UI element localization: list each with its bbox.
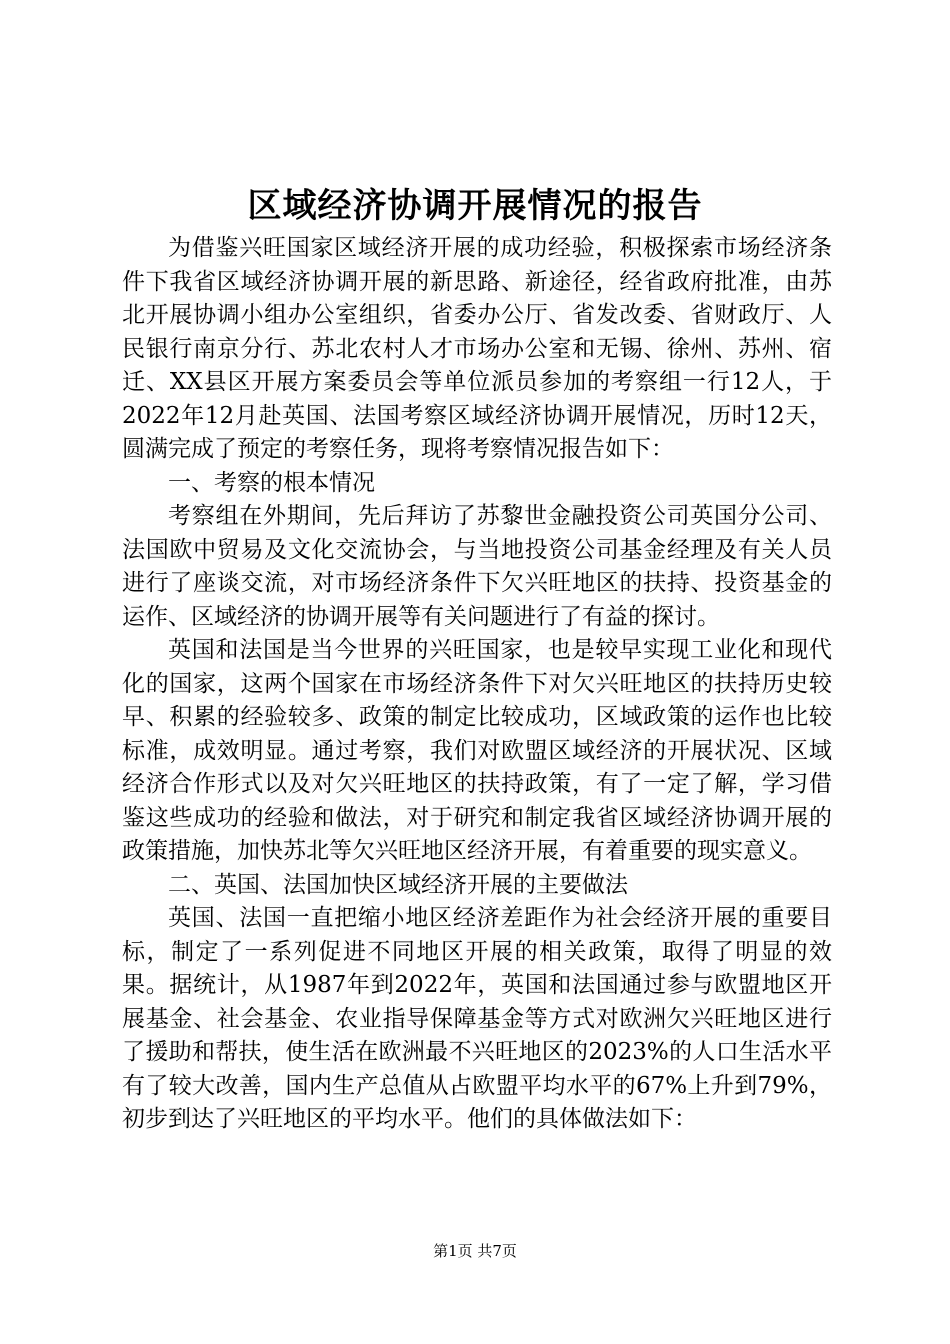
document-title: 区域经济协调开展情况的报告 bbox=[247, 186, 703, 226]
section-heading-2: 二、英国、法国加快区域经济开展的主要做法 bbox=[168, 871, 628, 898]
page-footer: 第1页 共7页 bbox=[433, 1242, 517, 1260]
section-heading-1: 一、考察的根本情况 bbox=[168, 469, 375, 496]
paragraph-visit: 考察组在外期间，先后拜访了苏黎世金融投资公司英国分公司、法国欧中贸易及文化交流协会，与当地投资公司基金经理及有关人员进行了座谈交流，对市场经济条件下欠兴旺地区的扶持、投资基金的运作、区域经济的协调开展等有关问题进行了有益的探讨。 bbox=[122, 503, 832, 630]
paragraph-intro: 为借鉴兴旺国家区域经济开展的成功经验，积极探索市场经济条件下我省区域经济协调开展的新思路、新途径，经省政府批准，由苏北开展协调小组办公室组织，省委办公厅、省发改委、省财政厅、人民银行南京分行、苏北农村人才市场办公室和无锡、徐州、苏州、宿迁、XX县区开展方案委员会等单位派员参加的考察组一行12人，于2022年12月赴英国、法国考察区域经济协调开展情况，历时12天，圆满完成了预定的考察任务，现将考察情况报告如下： bbox=[122, 235, 832, 462]
document-body bbox=[122, 232, 832, 1137]
paragraph-uk-france: 英国和法国是当今世界的兴旺国家，也是较早实现工业化和现代化的国家，这两个国家在市场经济条件下对欠兴旺地区的扶持历史较早、积累的经验较多、政策的制定比较成功，区域政策的运作也比较标准，成效明显。通过考察，我们对欧盟区域经济的开展状况、区域经济合作形式以及对欠兴旺地区的扶持政策，有了一定了解，学习借鉴这些成功的经验和做法，对于研究和制定我省区域经济协调开展的政策措施，加快苏北等欠兴旺地区经济开展，有着重要的现实意义。 bbox=[122, 637, 832, 864]
paragraph-measures: 英国、法国一直把缩小地区经济差距作为社会经济开展的重要目标，制定了一系列促进不同地区开展的相关政策，取得了明显的效果。据统计，从1987年到2022年，英国和法国通过参与欧盟地区开展基金、社会基金、农业指导保障基金等方式对欧洲欠兴旺地区进行了援助和帮扶，使生活在欧洲最不兴旺地区的2023%的人口生活水平有了较大改善，国内生产总值从占欧盟平均水平的67%上升到79%，初步到达了兴旺地区的平均水平。他们的具体做法如下： bbox=[122, 905, 832, 1132]
